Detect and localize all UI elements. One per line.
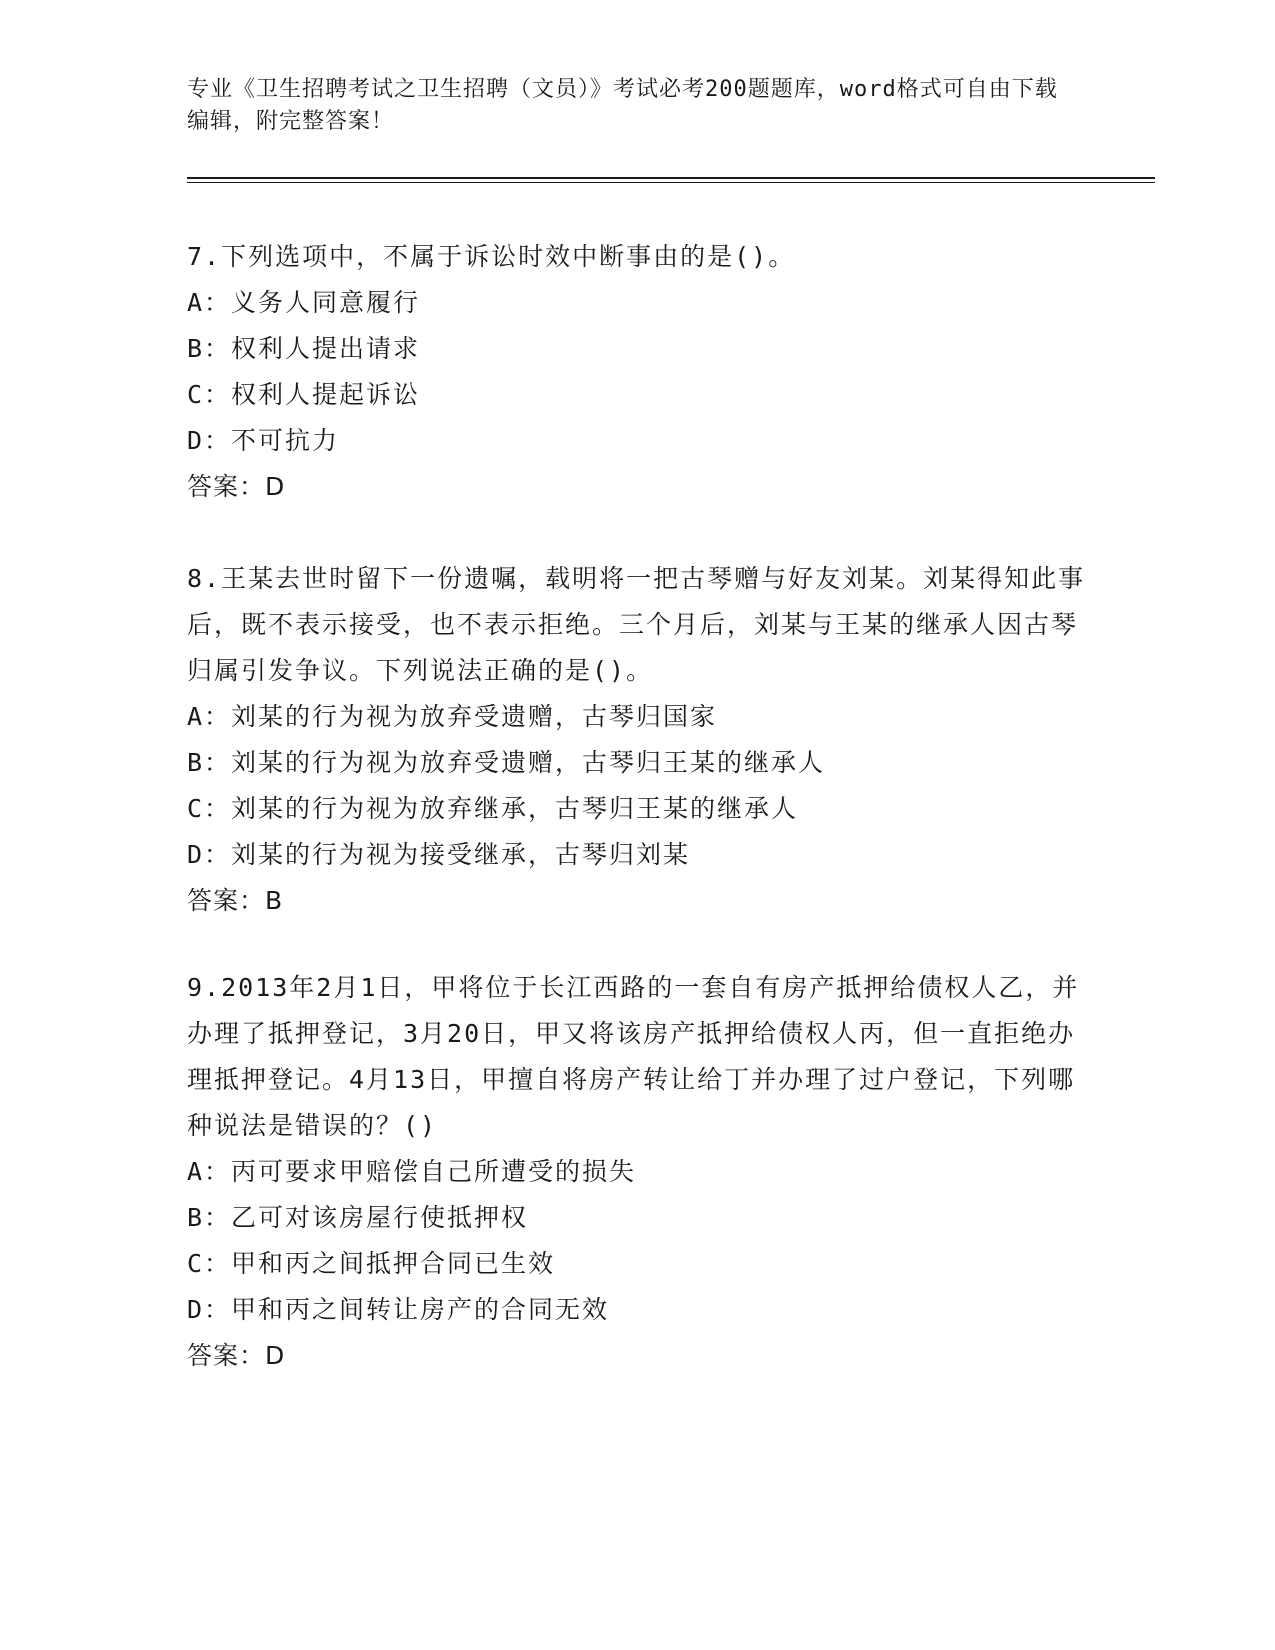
question-9 <box>187 965 1087 1379</box>
question-stem: 7.下列选项中，不属于诉讼时效中断事由的是()。 <box>187 242 796 271</box>
question-stem: 9.2013年2月1日，甲将位于长江西路的一套自有房产抵押给债权人乙，并办理了抵押登记，3月20日，甲又将该房产抵押给债权人丙，但一直拒绝办理抵押登记。4月13日，甲擅自将房产转让给丁并办理了过户登记，下列哪种说法是错误的？() <box>187 973 1080 1140</box>
option-b: B：刘某的行为视为放弃受遗赠，古琴归王某的继承人 <box>187 748 826 777</box>
option-d: D：刘某的行为视为接受继承，古琴归刘某 <box>187 840 691 869</box>
option-c: C：甲和丙之间抵押合同已生效 <box>187 1249 556 1278</box>
answer: 答案：B <box>187 886 284 915</box>
option-a: A：丙可要求甲赔偿自己所遭受的损失 <box>187 1157 637 1186</box>
question-7 <box>187 234 1087 510</box>
header-divider-thick <box>187 177 1155 179</box>
option-d: D：甲和丙之间转让房产的合同无效 <box>187 1295 610 1324</box>
header-description: 专业《卫生招聘考试之卫生招聘（文员）》考试必考200题题库，word格式可自由下载编辑，附完整答案！ <box>187 77 1058 134</box>
option-b: B：权利人提出请求 <box>187 334 421 363</box>
answer: 答案：D <box>187 472 286 501</box>
option-c: C：权利人提起诉讼 <box>187 380 421 409</box>
option-a: A：刘某的行为视为放弃受遗赠，古琴归国家 <box>187 702 718 731</box>
question-stem: 8.王某去世时留下一份遗嘱，载明将一把古琴赠与好友刘某。刘某得知此事后，既不表示接受，也不表示拒绝。三个月后，刘某与王某的继承人因古琴归属引发争议。下列说法正确的是()。 <box>187 564 1086 685</box>
header-divider-thin <box>187 182 1155 183</box>
answer: 答案：D <box>187 1341 286 1370</box>
option-a: A：义务人同意履行 <box>187 288 421 317</box>
question-8 <box>187 556 1087 924</box>
option-c: C：刘某的行为视为放弃继承，古琴归王某的继承人 <box>187 794 799 823</box>
option-b: B：乙可对该房屋行使抵押权 <box>187 1203 529 1232</box>
option-d: D：不可抗力 <box>187 426 340 455</box>
